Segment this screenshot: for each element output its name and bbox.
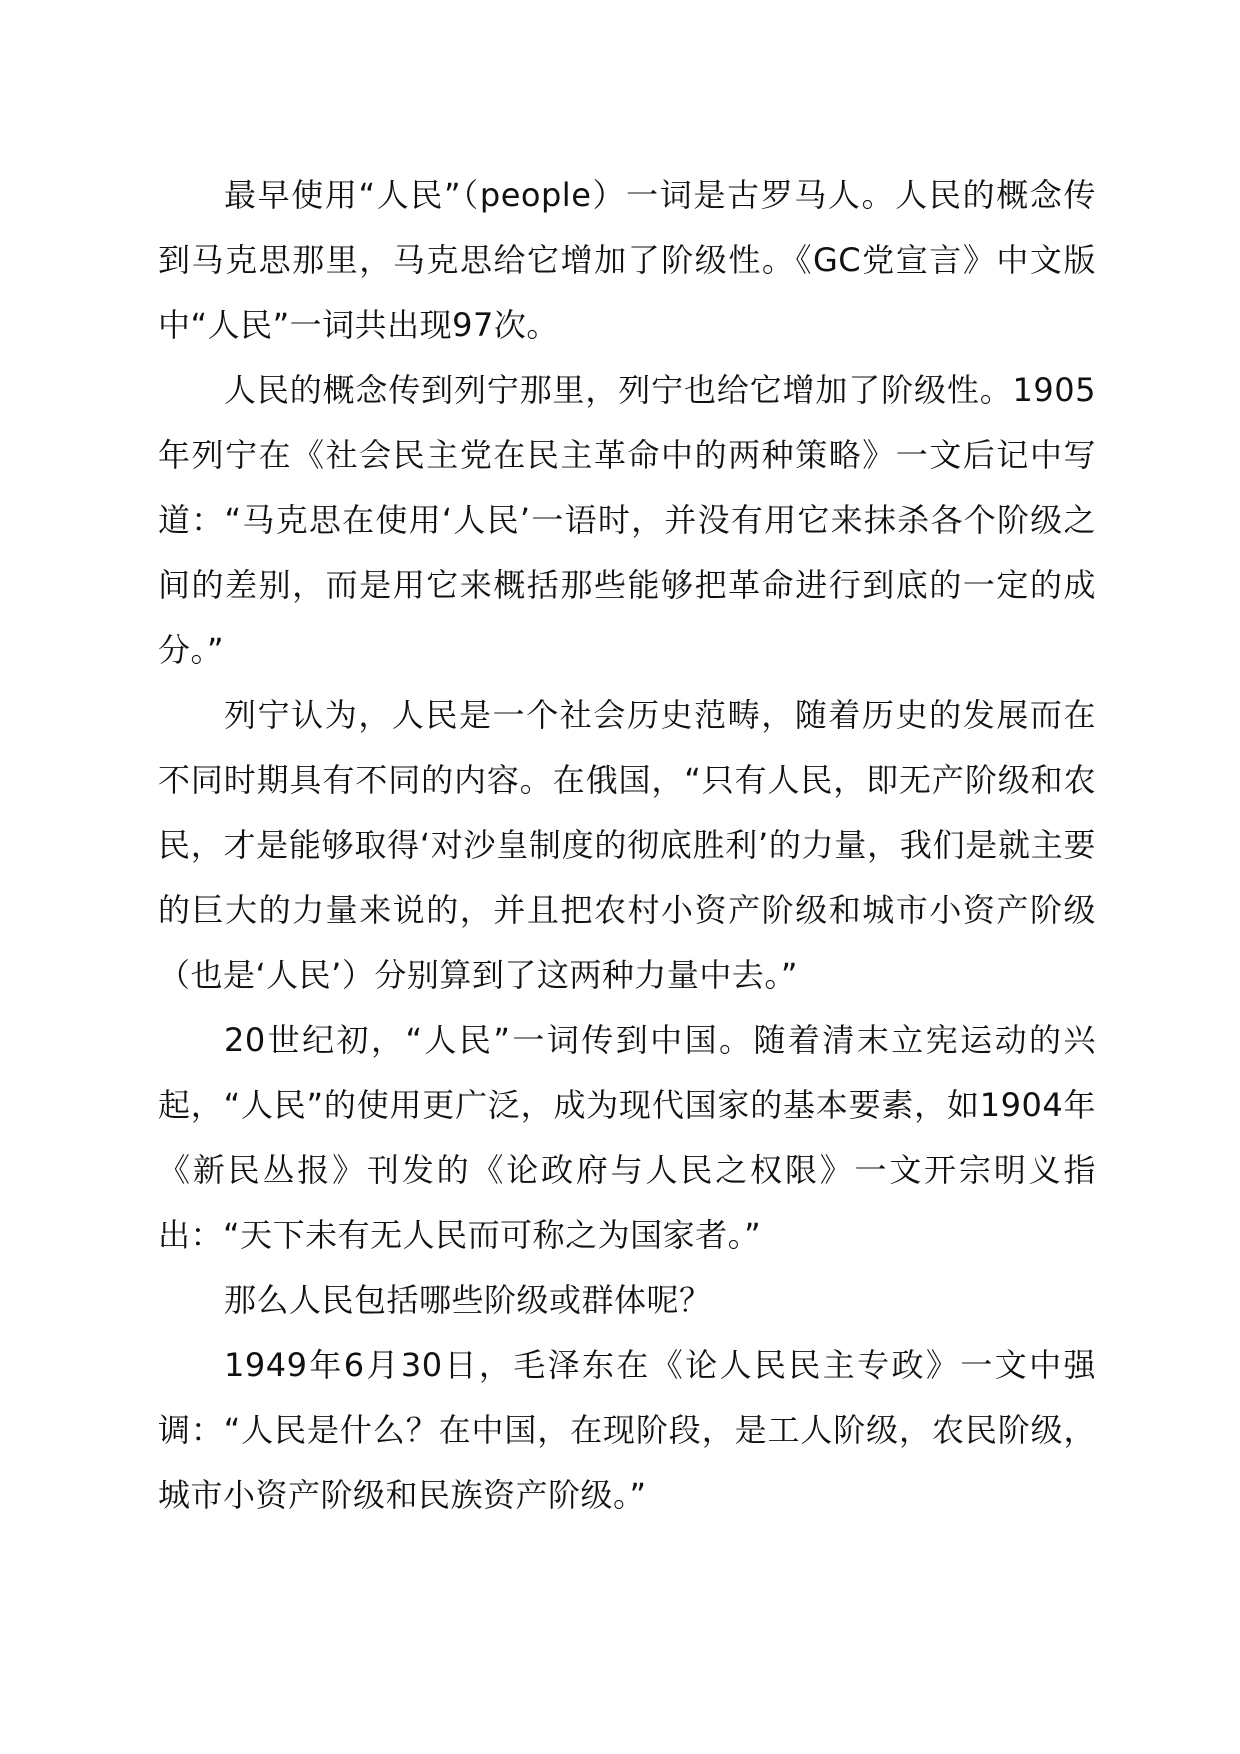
paragraph-5: 那么人民包括哪些阶级或群体呢？ <box>224 1281 712 1319</box>
paragraph-3: 列宁认为，人民是一个社会历史范畴，随着历史的发展而在不同时期具有不同的内容。在俄国，“只有人民，即无产阶级和农民，才是能够取得‘对沙皇制度的彻底胜利’的力量，我们是就主要的巨大的力量来说的，并且把农村小资产阶级和城市小资产阶级（也是‘人民’）分别算到了这两种力量中去。” <box>158 696 1096 994</box>
paragraph-6: 1949年6月30日，毛泽东在《论人民民主专政》一文中强调：“人民是什么？在中国，在现阶段，是工人阶级，农民阶级，城市小资产阶级和民族资产阶级。” <box>158 1346 1096 1514</box>
paragraph-2: 人民的概念传到列宁那里，列宁也给它增加了阶级性。1905年列宁在《社会民主党在民主革命中的两种策略》一文后记中写道：“马克思在使用‘人民’一语时，并没有用它来抹杀各个阶级之间的差别，而是用它来概括那些能够把革命进行到底的一定的成分。” <box>158 371 1096 669</box>
paragraph-4: 20世纪初，“人民”一词传到中国。随着清末立宪运动的兴起，“人民”的使用更广泛，成为现代国家的基本要素，如1904年《新民丛报》刊发的《论政府与人民之权限》一文开宗明义指出：“天下未有无人民而可称之为国家者。” <box>158 1021 1096 1254</box>
paragraph-1: 最早使用“人民”（people）一词是古罗马人。人民的概念传到马克思那里，马克思给它增加了阶级性。《GC党宣言》中文版中“人民”一词共出现97次。 <box>158 176 1096 344</box>
document-body <box>158 163 1096 1528</box>
